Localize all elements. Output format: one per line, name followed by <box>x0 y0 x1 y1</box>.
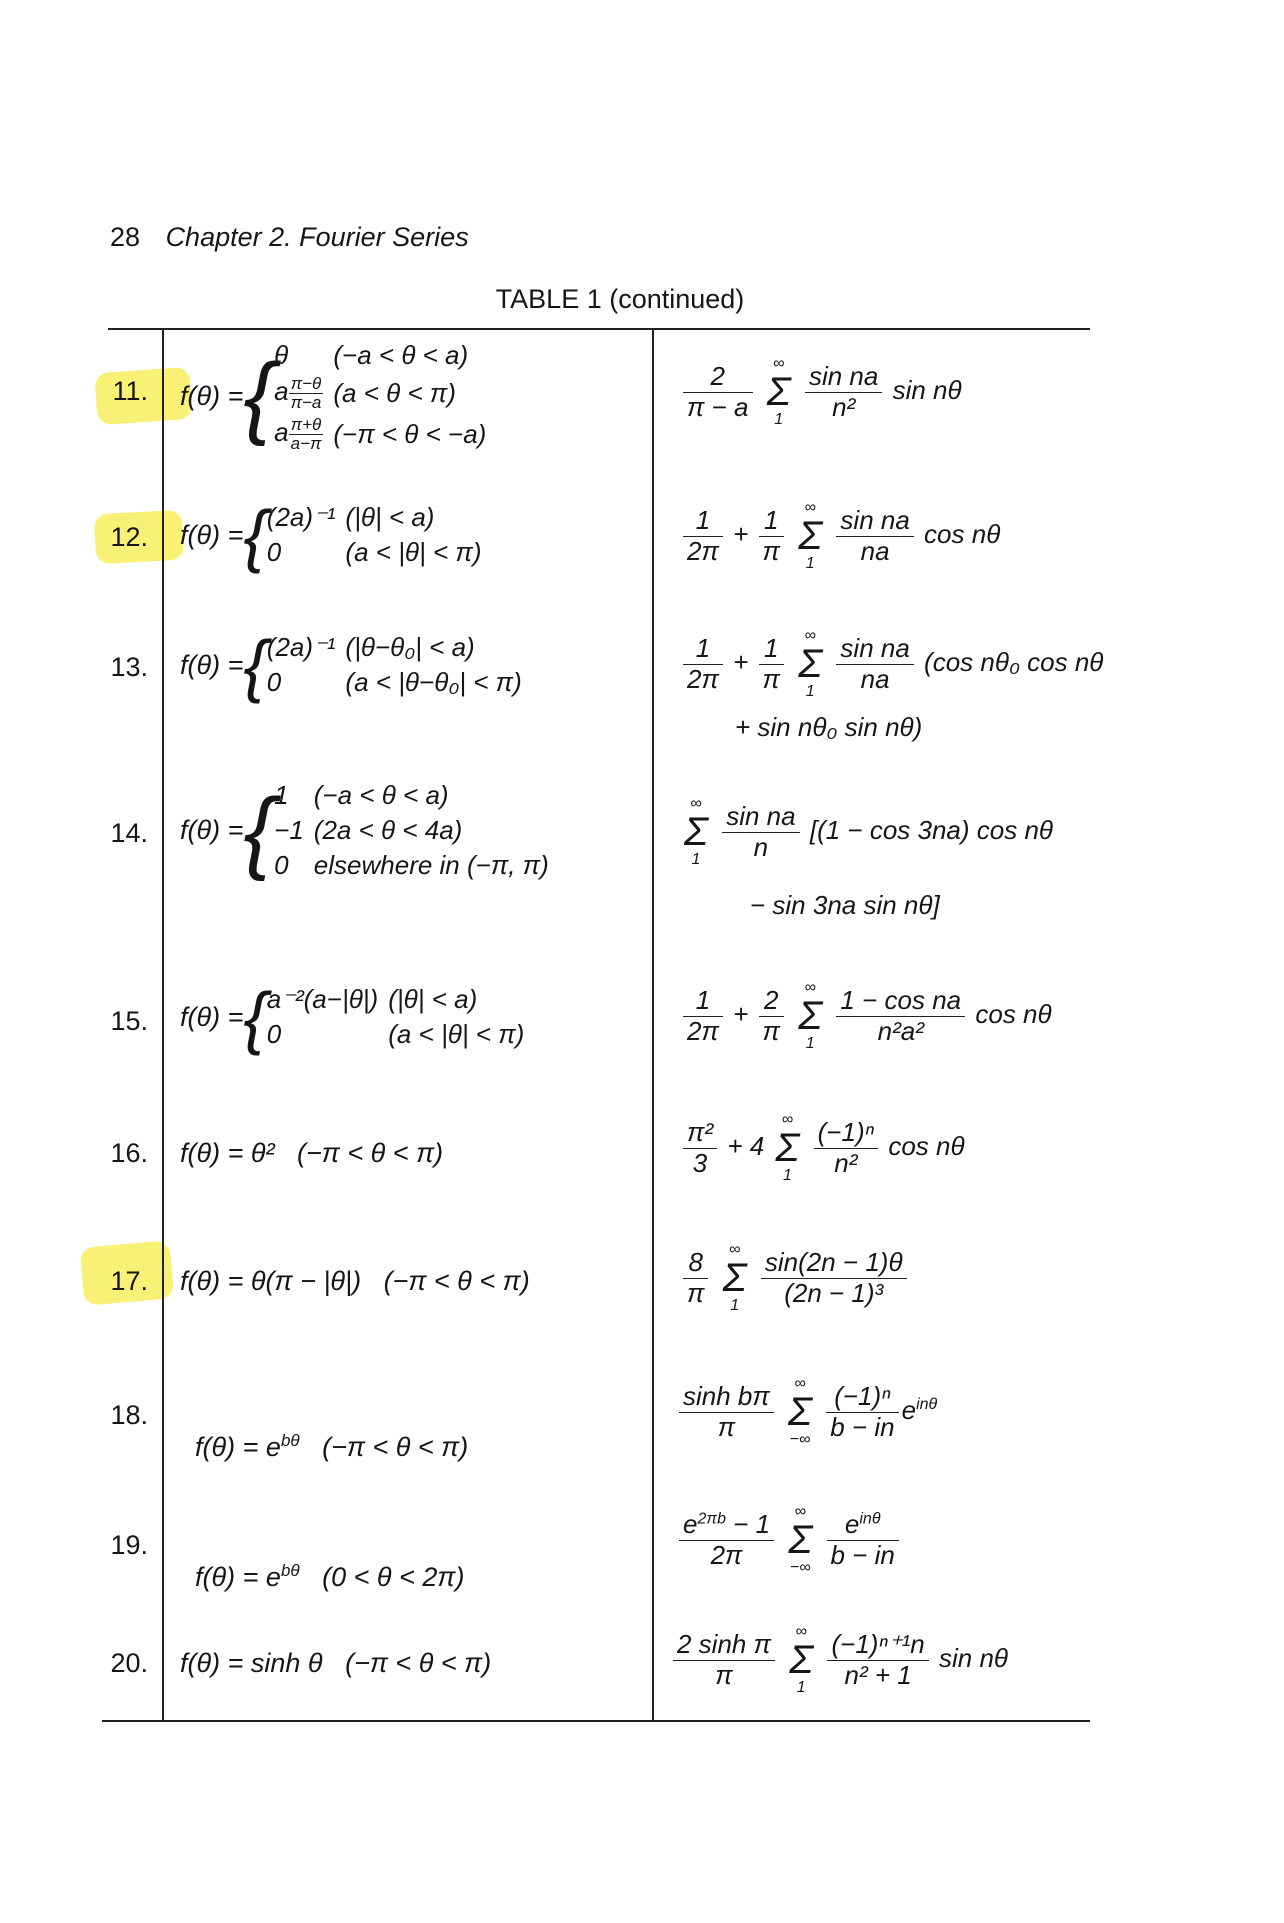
sigma-icon: ∞ Σ 1 <box>775 1111 800 1184</box>
case-expr: a $\frac{\pi-\theta}{\pi-a}$ <box>274 374 322 412</box>
row-number-12: 12. <box>110 522 148 552</box>
series-18: $\frac{\text{sinh bπ}}{\pi}$ ∞ Σ −∞ $\frac{\text{(−1)ⁿ}}{b - in}$ $e^{in\theta}$ <box>676 1376 937 1448</box>
brace: { <box>243 345 275 448</box>
formula-15 <box>180 978 534 1056</box>
brace: { <box>243 978 267 1056</box>
page-number: 28 <box>110 222 141 252</box>
row-number-14: 14. <box>110 818 148 848</box>
case-expr: (2a)⁻¹ <box>266 632 336 662</box>
formula-14 <box>180 778 559 883</box>
case-cond: (a < |θ| < π) <box>388 1019 525 1049</box>
case-expr: 1 <box>274 780 289 810</box>
sigma-icon: ∞ Σ 1 <box>684 795 708 868</box>
case-cond: (|θ| < a) <box>345 502 435 532</box>
sigma-icon: ∞ Σ 1 <box>789 1623 814 1696</box>
case-expr: 0 <box>266 1019 282 1049</box>
series-11: $\frac{2}{\pi - a}$ ∞ Σ 1 $\frac{\text{sin na}}{\text{n²}}$ sin nθ <box>680 356 962 428</box>
case-expr: 0 <box>266 537 282 567</box>
series-12: $\frac{1}{2\pi}$ + $\frac{1}{\pi}$ ∞ Σ 1 $\frac{\text{sin na}}{na}$ cos nθ <box>680 500 1000 572</box>
formula-17: f(θ) = θ(π − |θ|) (−π < θ < π) <box>180 1266 530 1296</box>
sigma-icon: ∞ Σ 1 <box>722 1241 747 1314</box>
sigma-icon: ∞ Σ 1 <box>798 499 823 572</box>
case-cond: (|θ−θ₀| < a) <box>345 632 475 662</box>
formula-12 <box>180 496 492 574</box>
case-cond: (|θ| < a) <box>388 984 478 1014</box>
sigma-icon: ∞ Σ −∞ <box>788 1503 813 1576</box>
row-number-19: 19. <box>110 1530 148 1560</box>
brace: { <box>243 626 267 704</box>
formula-16: f(θ) = θ² (−π < θ < π) <box>180 1138 444 1168</box>
series-15: $\frac{1}{2\pi}$ + $\frac{2}{\pi}$ ∞ Σ 1 $\frac{\text{1 − cos na}}{\text{n²a²}}$ cos nθ <box>680 980 1052 1052</box>
series-14-line2: − sin 3na sin nθ] <box>750 890 940 920</box>
lhs-11: f(θ) = <box>180 380 244 411</box>
formula-11 <box>180 338 496 454</box>
row-number-11: 11. <box>112 376 148 406</box>
lhs-13: f(θ) = <box>180 649 244 680</box>
series-13-line2: + sin nθ₀ sin nθ) <box>735 712 923 742</box>
series-14: ∞ Σ 1 $\frac{\text{sin na}}{n}$ [(1 − cos 3na) cos nθ <box>684 795 1054 868</box>
sigma-icon: ∞ Σ 1 <box>798 627 823 700</box>
chapter-title: Chapter 2. Fourier Series <box>165 222 469 252</box>
table-title: TABLE 1 (continued) <box>495 284 745 314</box>
sigma-icon: ∞ Σ −∞ <box>788 1375 813 1448</box>
lhs-14: f(θ) = <box>180 815 244 845</box>
case-cond: (a < |θ−θ₀| < π) <box>345 667 522 697</box>
case-cond: (−π < θ < −a) <box>333 418 487 449</box>
case-cond: (−a < θ < a) <box>313 780 449 810</box>
lhs-15: f(θ) = <box>180 1001 244 1032</box>
case-expr: a $\frac{\pi+\theta}{a-\pi}$ <box>274 414 322 453</box>
column-divider-left <box>162 328 164 1720</box>
table-top-rule <box>108 328 1090 330</box>
sigma-icon: ∞ Σ 1 <box>766 355 791 428</box>
case-cond: elsewhere in (−π, π) <box>313 850 549 880</box>
series-20: $\frac{\text{2 sinh π}}{\pi}$ ∞ Σ 1 $\frac{\text{(−1)ⁿ⁺¹n}}{\text{n² + 1}}$ sin nθ <box>670 1624 1008 1696</box>
brace: { <box>243 779 275 882</box>
row-number-17: 17. <box>110 1266 148 1296</box>
series-13: $\frac{1}{2\pi}$ + $\frac{1}{\pi}$ ∞ Σ 1 $\frac{\text{sin na}}{na}$ (cos nθ₀ cos nθ <box>680 628 1103 700</box>
series-17: $\frac{8}{\pi}$ ∞ Σ 1 $\frac{\sin(2n - 1)\theta}{\text{(2n − 1)³}}$ <box>680 1242 910 1314</box>
case-expr: −1 <box>274 815 304 845</box>
series-16: $\frac{\text{π²}}{3}$ + 4 ∞ Σ 1 $\frac{\text{(−1)ⁿ}}{\text{n²}}$ cos nθ <box>680 1112 965 1184</box>
formula-13 <box>180 626 532 704</box>
case-expr: a⁻²(a−|θ|) <box>266 984 379 1014</box>
case-cond: (a < |θ| < π) <box>345 537 482 567</box>
case-expr: 0 <box>266 667 282 697</box>
case-cond: (2a < θ < 4a) <box>313 815 463 845</box>
row-number-13: 13. <box>110 652 148 682</box>
row-number-20: 20. <box>110 1648 148 1678</box>
column-divider-right <box>652 328 654 1720</box>
series-19: $\frac{e^{2\pi b} - 1}{2\pi}$ ∞ Σ −∞ $\frac{e^{in\theta}}{b - in}$ <box>676 1504 902 1576</box>
lhs-12: f(θ) = <box>180 519 244 550</box>
row-number-16: 16. <box>110 1138 148 1168</box>
formula-19: $f(\theta) = e^{b\theta}$ (0 < θ < 2π) <box>195 1561 465 1592</box>
formula-18: $f(\theta) = e^{b\theta}$ (−π < θ < π) <box>195 1431 469 1462</box>
table-bottom-rule <box>102 1720 1090 1722</box>
case-expr: θ <box>274 340 289 370</box>
case-cond: (a < θ < π) <box>333 377 456 408</box>
sigma-icon: ∞ Σ 1 <box>798 979 823 1052</box>
brace: { <box>243 496 267 574</box>
case-expr: (2a)⁻¹ <box>266 502 336 532</box>
row-number-18: 18. <box>110 1400 148 1430</box>
case-expr: 0 <box>274 850 289 880</box>
page-header <box>110 222 469 253</box>
case-cond: (−a < θ < a) <box>333 340 469 370</box>
formula-20: f(θ) = sinh θ (−π < θ < π) <box>180 1648 492 1678</box>
row-number-15: 15. <box>110 1006 148 1036</box>
